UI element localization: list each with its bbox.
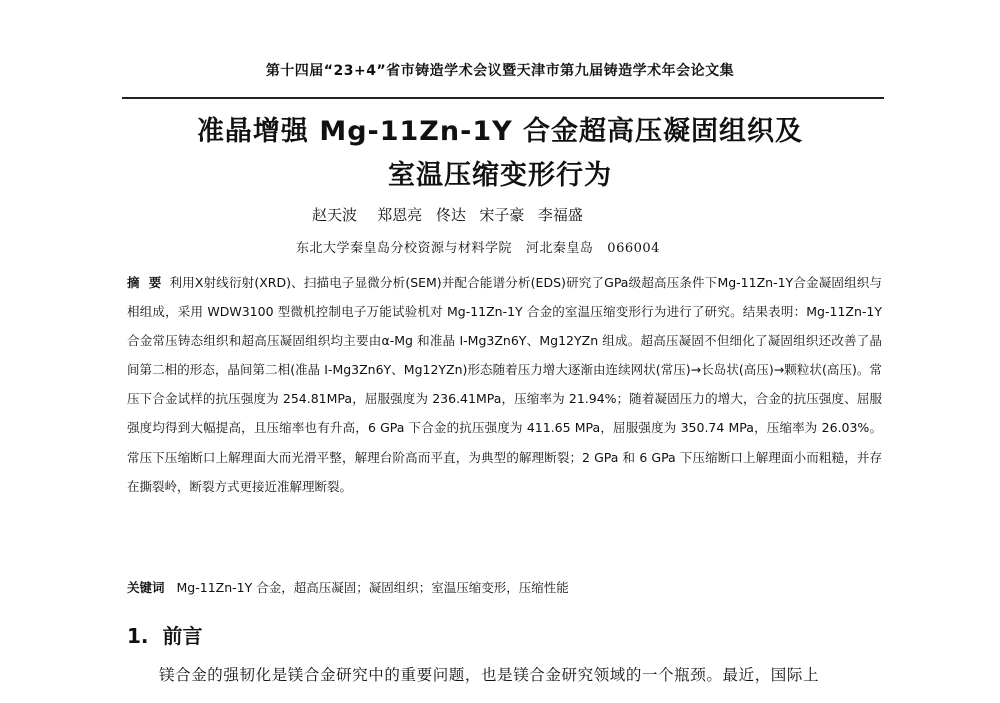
section-number: 1.: [127, 624, 149, 648]
keywords: [127, 578, 569, 596]
authors: 赵天波 郑恩亮 佟达 宋子豪 李福盛: [312, 206, 583, 224]
conference-header: 第十四届“23+4”省市铸造学术会议暨天津市第九届铸造学术年会论文集: [265, 63, 735, 79]
body-paragraph: 镁合金的强韧化是镁合金研究中的重要问题，也是镁合金研究领域的一个瓶颈。最近，国际上: [159, 666, 820, 684]
abstract: [127, 268, 882, 501]
keywords-label: 关键词: [127, 580, 165, 595]
paper-title-line-1: 准晶增强 Mg-11Zn-1Y 合金超高压凝固组织及: [196, 116, 804, 147]
affiliation: 东北大学秦皇岛分校资源与材料学院 河北秦皇岛 066004: [296, 241, 660, 256]
abstract-label: 摘 要: [127, 275, 162, 290]
paper-title-line-2: 室温压缩变形行为: [388, 160, 612, 191]
section-heading: [127, 620, 203, 649]
header-rule: [122, 97, 884, 99]
section-title: 前言: [162, 624, 203, 648]
keywords-text: Mg-11Zn-1Y 合金，超高压凝固；凝固组织；室温压缩变形，压缩性能: [176, 580, 569, 595]
abstract-text: 利用X射线衍射(XRD)、扫描电子显微分析(SEM)并配合能谱分析(EDS)研究了GPa级超高压条件下Mg-11Zn-1Y合金凝固组织与相组成，采用 WDW3100 型微机控制电子万能试验机对 Mg-11Zn-1Y 合金的室温压缩变形行为进行了研究。结果表明：Mg-11Zn-1Y 合金常压铸态组织和超高压凝固组织均主要由α-Mg 和准晶 I-Mg3Zn6Y、Mg12YZn 组成。超高压凝固不但细化了凝固组织还改善了晶间第二相的形态，晶间第二相(准晶 I-Mg3Zn6Y、Mg12YZn)形态随着压力增大逐渐由连续网状(常压)→长岛状(高压)→颗粒状(高压)。常压下合金试样的抗压强度为 254.81MPa，屈服强度为 236.41MPa，压缩率为 21.94%；随着凝固压力的增大，合金的抗压强度、屈服强度均得到大幅提高，且压缩率也有升高，6 GPa 下合金的抗压强度为 411.65 MPa，屈服强度为 350.74 MPa，压缩率为 26.03%。常压下压缩断口上解理面大而光滑平整，解理台阶高而平直，为典型的解理断裂；2 GPa 和 6 GPa 下压缩断口上解理面小而粗糙，并存在撕裂岭，断裂方式更接近准解理断裂。: [127, 275, 882, 494]
